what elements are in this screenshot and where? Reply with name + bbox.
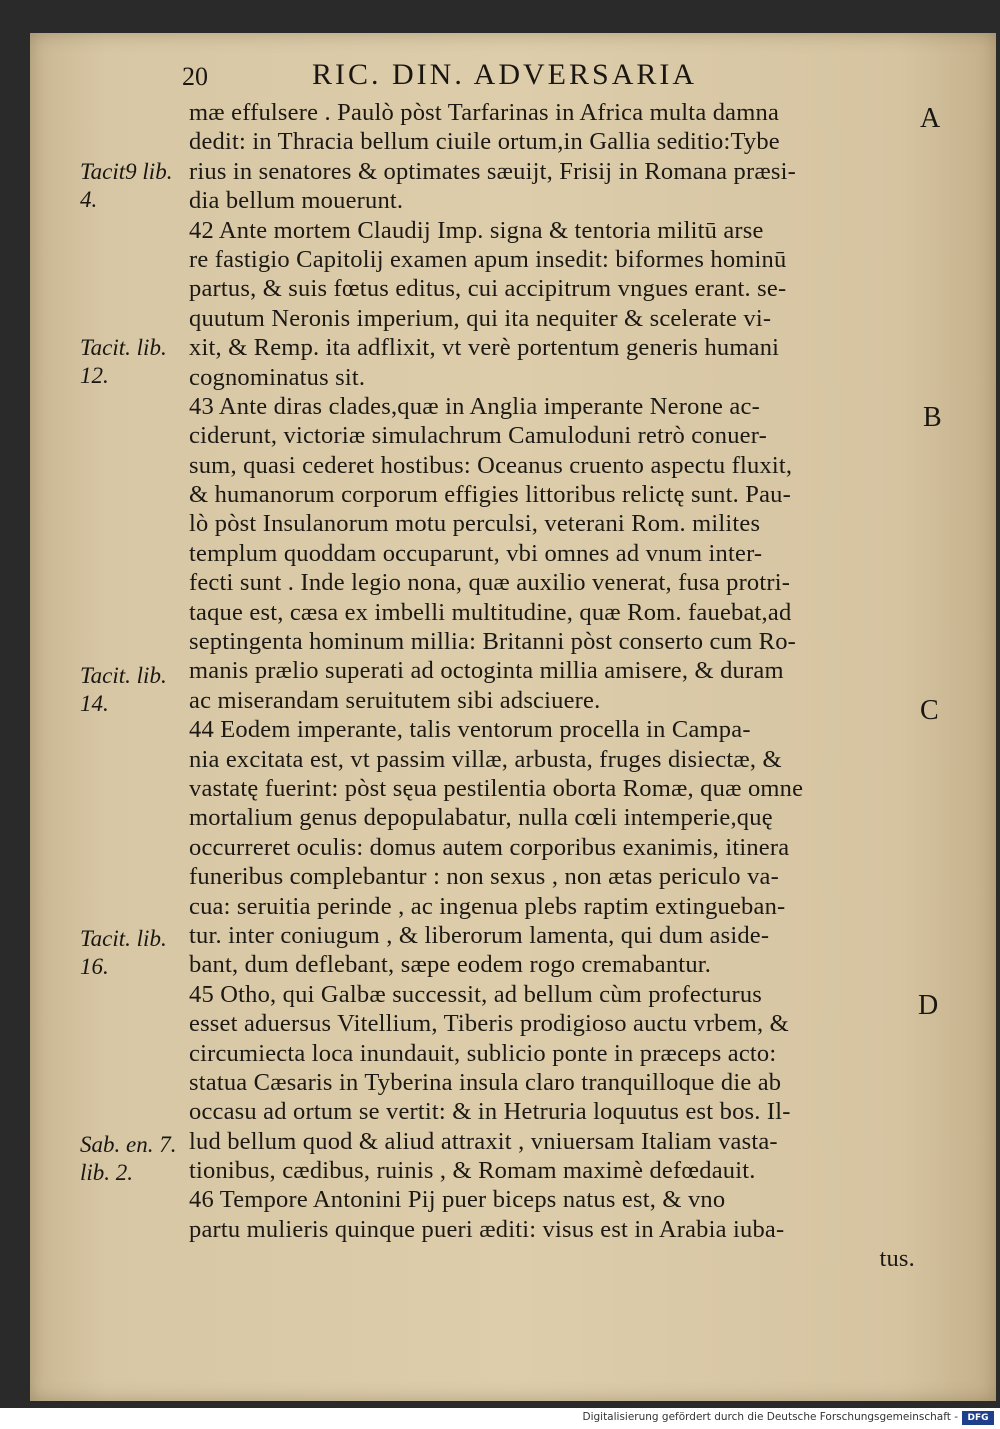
text-line: cognominatus sit. xyxy=(189,363,366,391)
text-line: sum, quasi cederet hostibus: Oceanus cruento aspectu fluxit, xyxy=(189,451,793,479)
margin-note xyxy=(80,1131,176,1187)
margin-note-book: 12. xyxy=(80,363,109,388)
text-line: quutum Neronis imperium, qui ita nequiter & scelerate vi- xyxy=(189,304,772,332)
margin-note-source: Tacit. lib. xyxy=(80,926,167,951)
text-line: cua: seruitia perinde , ac ingenua plebs raptim extingueban- xyxy=(189,892,786,920)
margin-note xyxy=(80,334,167,390)
margin-note-book: 16. xyxy=(80,954,109,979)
margin-note-book: 4. xyxy=(80,187,98,212)
text-line: tur. inter coniugum , & liberorum lamenta, qui dum aside- xyxy=(189,921,770,949)
text-line: septingenta hominum millia: Britanni pòst conserto cum Ro- xyxy=(189,628,797,656)
text-line: ac miserandam seruitutem sibi adsciuere. xyxy=(189,686,601,714)
text-line: circumiecta loca inundauit, sublicio ponte in præceps acto: xyxy=(189,1039,777,1067)
page-number: 20 xyxy=(182,62,208,91)
text-line: 42 Ante mortem Claudij Imp. signa & tentoria militū arse xyxy=(189,216,764,244)
body-text xyxy=(189,98,915,1274)
margin-note xyxy=(80,662,167,718)
text-line: re fastigio Capitolij examen apum insedit: biformes hominū xyxy=(189,245,787,273)
running-title: RIC. DIN. ADVERSARIA xyxy=(312,58,698,91)
text-line: 44 Eodem imperante, talis ventorum procella in Campa- xyxy=(189,716,751,744)
dfg-logo: DFG xyxy=(962,1411,994,1425)
section-letter-d: D xyxy=(918,990,939,1021)
text-line: xit, & Remp. ita adflixit, vt verè portentum generis humani xyxy=(189,334,780,362)
text-line: statua Cæsaris in Tyberina insula claro tranquilloque die ab xyxy=(189,1068,782,1096)
text-line: occasu ad ortum se vertit: & in Hetruria loquutus est bos. Il- xyxy=(189,1098,791,1126)
text-line: mæ effulsere . Paulò pòst Tarfarinas in Africa multa damna xyxy=(189,99,780,126)
text-line: bant, dum deflebant, sæpe eodem rogo cremabantur. xyxy=(189,951,712,979)
text-line: 46 Tempore Antonini Pij puer biceps natus est, & vno xyxy=(189,1186,726,1214)
text-line: manis prælio superati ad octoginta millia amisere, & duram xyxy=(189,657,784,685)
text-line: & humanorum corporum effigies littoribus relictę sunt. Pau- xyxy=(189,481,791,509)
section-letter-b: B xyxy=(923,402,942,433)
section-letter-c: C xyxy=(920,695,939,726)
text-line: funeribus complebantur : non sexus , non ætas periculo va- xyxy=(189,863,779,891)
margin-note-source: Tacit. lib. xyxy=(80,335,167,360)
text-line: mortalium genus depopulabatur, nulla cœli intemperie,quę xyxy=(189,804,773,832)
margin-note-source: Tacit. lib. xyxy=(80,663,167,688)
text-line: occurreret oculis: domus autem corporibus exanimis, itinera xyxy=(189,833,790,861)
text-line-catchword: tus. xyxy=(879,1245,915,1273)
margin-note-book: 14. xyxy=(80,691,109,716)
margin-note-source: Tacit9 lib. xyxy=(80,159,173,184)
text-line: vastatę fuerint: pòst sęua pestilentia oborta Romæ, quæ omne xyxy=(189,774,804,802)
text-line: ciderunt, victoriæ simulachrum Camuloduni retrò conuer- xyxy=(189,422,767,450)
text-line: taque est, cæsa ex imbelli multitudine, quæ Rom. fauebat,ad xyxy=(189,598,792,626)
text-line: dedit: in Thracia bellum ciuile ortum,in Gallia seditio:Tybe xyxy=(189,128,780,156)
text-line: tionibus, cædibus, ruinis , & Romam maximè defœdauit. xyxy=(189,1157,756,1185)
digitization-credit: Digitalisierung gefördert durch die Deutsche Forschungsgemeinschaft - xyxy=(582,1411,958,1423)
text-line: lud bellum quod & aliud attraxit , vniuersam Italiam vasta- xyxy=(189,1127,778,1155)
margin-note xyxy=(80,925,167,981)
text-line: fecti sunt . Inde legio nona, quæ auxilio venerat, fusa protri- xyxy=(189,569,791,597)
text-line: 45 Otho, qui Galbæ successit, ad bellum cùm profecturus xyxy=(189,980,763,1008)
text-line: lò pòst Insulanorum motu perculsi, veterani Rom. milites xyxy=(189,510,761,538)
margin-note xyxy=(80,158,172,214)
text-line: rius in senatores & optimates sæuijt, Frisij in Romana præsi- xyxy=(189,157,796,185)
text-line: templum quoddam occuparunt, vbi omnes ad vnum inter- xyxy=(189,539,763,567)
text-line: partu mulieris quinque pueri æditi: visus est in Arabia iuba- xyxy=(189,1215,785,1243)
margin-note-source: Sab. en. 7. xyxy=(80,1132,177,1157)
text-line: nia excitata est, vt passim villæ, arbusta, fruges disiectæ, & xyxy=(189,745,782,773)
page-header xyxy=(182,58,802,98)
section-letter-a: A xyxy=(920,103,941,134)
footer-bar xyxy=(0,1408,1000,1429)
margin-note-book: lib. 2. xyxy=(80,1160,134,1185)
text-line: dia bellum mouerunt. xyxy=(189,187,404,215)
text-line: 43 Ante diras clades,quæ in Anglia imperante Nerone ac- xyxy=(189,392,760,420)
text-line: esset aduersus Vitellium, Tiberis prodigioso auctu vrbem, & xyxy=(189,1010,789,1038)
text-line: partus, & suis fœtus editus, cui accipitrum vngues erant. se- xyxy=(189,275,787,303)
